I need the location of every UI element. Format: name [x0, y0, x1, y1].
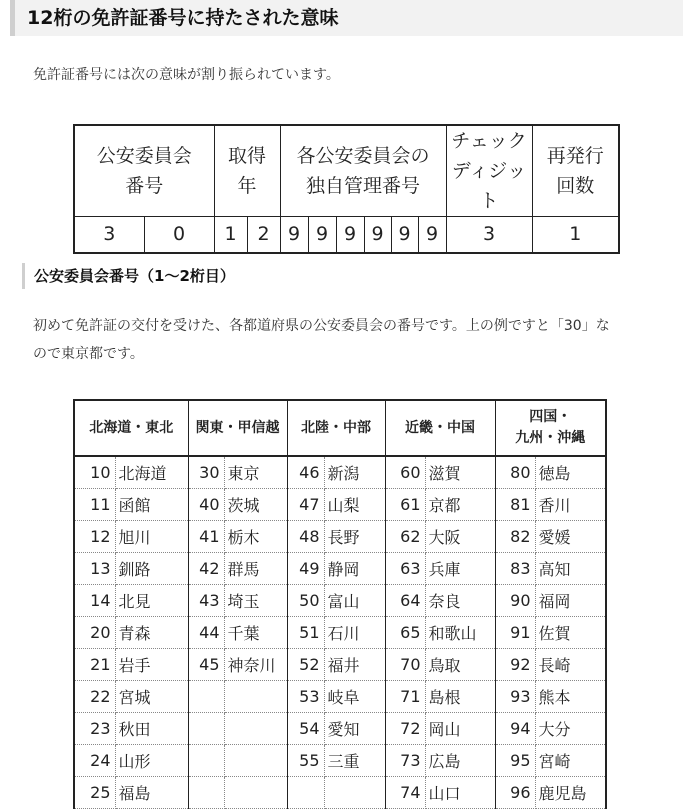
prefecture-code: 95 [495, 744, 535, 776]
digit-cell: 9 [308, 217, 336, 253]
prefecture-code: 21 [74, 648, 115, 680]
prefecture-name: 富山 [324, 584, 385, 616]
prefecture-name: 徳島 [535, 456, 606, 488]
table-row [74, 744, 606, 776]
prefecture-name: 山梨 [324, 488, 385, 520]
region-header-hokuriku-chubu: 北陸・中部 [287, 400, 385, 456]
prefecture-code: 51 [287, 616, 324, 648]
digit-cell: 1 [532, 217, 619, 253]
license-number-table [73, 124, 620, 254]
prefecture-name: 島根 [425, 680, 495, 712]
prefecture-code [188, 680, 224, 712]
prefecture-name: 秋田 [115, 712, 188, 744]
prefecture-code: 74 [385, 776, 425, 808]
description-line-1: 初めて免許証の交付を受けた、各都道府県の公安委員会の番号です。上の例ですと「30」な [33, 318, 610, 334]
prefecture-code: 90 [495, 584, 535, 616]
prefecture-name: 長崎 [535, 648, 606, 680]
prefecture-code: 14 [74, 584, 115, 616]
prefecture-name: 宮城 [115, 680, 188, 712]
table-row [74, 520, 606, 552]
table-row [74, 712, 606, 744]
prefecture-code: 46 [287, 456, 324, 488]
prefecture-code: 23 [74, 712, 115, 744]
intro-text: 免許証番号には次の意味が割り振られています。 [33, 67, 340, 83]
prefecture-code: 11 [74, 488, 115, 520]
prefecture-code: 54 [287, 712, 324, 744]
prefecture-name: 青森 [115, 616, 188, 648]
prefecture-name: 京都 [425, 488, 495, 520]
prefecture-code [188, 712, 224, 744]
header-acquired-year: 取得 年 [214, 125, 280, 217]
prefecture-name: 福井 [324, 648, 385, 680]
header-check-digit: チェック ディジット [446, 125, 532, 217]
table-row [74, 776, 606, 808]
prefecture-name: 釧路 [115, 552, 188, 584]
prefecture-name: 長野 [324, 520, 385, 552]
prefecture-name: 新潟 [324, 456, 385, 488]
prefecture-name: 福岡 [535, 584, 606, 616]
table-row [74, 456, 606, 488]
digit-cell: 2 [247, 217, 280, 253]
prefecture-name: 旭川 [115, 520, 188, 552]
prefecture-code: 60 [385, 456, 425, 488]
prefecture-name: 奈良 [425, 584, 495, 616]
prefecture-name: 兵庫 [425, 552, 495, 584]
prefecture-code: 20 [74, 616, 115, 648]
prefecture-code: 42 [188, 552, 224, 584]
prefecture-code: 93 [495, 680, 535, 712]
prefecture-code: 53 [287, 680, 324, 712]
prefecture-code: 40 [188, 488, 224, 520]
prefecture-name: 和歌山 [425, 616, 495, 648]
prefecture-code: 45 [188, 648, 224, 680]
prefecture-code: 55 [287, 744, 324, 776]
prefecture-name: 神奈川 [224, 648, 287, 680]
prefecture-code: 47 [287, 488, 324, 520]
subheading: 公安委員会番号（1〜2桁目） [22, 263, 235, 289]
prefecture-code: 12 [74, 520, 115, 552]
prefecture-name: 栃木 [224, 520, 287, 552]
table-row [74, 552, 606, 584]
prefecture-code: 52 [287, 648, 324, 680]
region-header-shikoku-kyushu-okinawa: 四国・ 九州・沖縄 [495, 400, 606, 456]
digit-cell: 9 [364, 217, 391, 253]
prefecture-name: 宮崎 [535, 744, 606, 776]
prefecture-name: 岩手 [115, 648, 188, 680]
prefecture-name [224, 776, 287, 808]
prefecture-code: 91 [495, 616, 535, 648]
prefecture-name: 大分 [535, 712, 606, 744]
prefecture-code: 94 [495, 712, 535, 744]
prefecture-code: 81 [495, 488, 535, 520]
prefecture-name [224, 744, 287, 776]
prefecture-name: 鳥取 [425, 648, 495, 680]
prefecture-code: 44 [188, 616, 224, 648]
table-row [74, 680, 606, 712]
license-digit-row [74, 217, 619, 253]
prefecture-code [188, 744, 224, 776]
prefecture-code: 25 [74, 776, 115, 808]
table-row [74, 648, 606, 680]
prefecture-code: 65 [385, 616, 425, 648]
prefecture-code: 22 [74, 680, 115, 712]
prefecture-code: 50 [287, 584, 324, 616]
prefecture-name: 香川 [535, 488, 606, 520]
prefecture-code: 73 [385, 744, 425, 776]
prefecture-name: 熊本 [535, 680, 606, 712]
digit-cell: 9 [336, 217, 364, 253]
license-header-row [74, 125, 619, 217]
prefecture-code: 30 [188, 456, 224, 488]
prefecture-name: 東京 [224, 456, 287, 488]
prefecture-name: 愛媛 [535, 520, 606, 552]
prefecture-code: 61 [385, 488, 425, 520]
prefecture-header-row [74, 400, 606, 456]
digit-cell: 9 [418, 217, 446, 253]
prefecture-code: 96 [495, 776, 535, 808]
prefecture-name: 高知 [535, 552, 606, 584]
prefecture-code [188, 776, 224, 808]
prefecture-code: 70 [385, 648, 425, 680]
prefecture-name: 滋賀 [425, 456, 495, 488]
header-management-number: 各公安委員会の 独自管理番号 [280, 125, 446, 217]
prefecture-code [287, 776, 324, 808]
prefecture-name: 大阪 [425, 520, 495, 552]
prefecture-name [324, 776, 385, 808]
prefecture-code: 71 [385, 680, 425, 712]
prefecture-code: 10 [74, 456, 115, 488]
prefecture-name: 山形 [115, 744, 188, 776]
header-reissue-count: 再発行 回数 [532, 125, 619, 217]
prefecture-code: 24 [74, 744, 115, 776]
prefecture-name: 愛知 [324, 712, 385, 744]
prefecture-name: 北海道 [115, 456, 188, 488]
prefecture-code: 83 [495, 552, 535, 584]
prefecture-name: 北見 [115, 584, 188, 616]
prefecture-name [224, 680, 287, 712]
prefecture-code: 13 [74, 552, 115, 584]
prefecture-name: 千葉 [224, 616, 287, 648]
prefecture-name: 函館 [115, 488, 188, 520]
prefecture-name [224, 712, 287, 744]
table-row [74, 584, 606, 616]
prefecture-code: 82 [495, 520, 535, 552]
prefecture-code-table [73, 399, 607, 809]
prefecture-name: 広島 [425, 744, 495, 776]
prefecture-name: 群馬 [224, 552, 287, 584]
description-line-2: ので東京都です。 [33, 346, 144, 362]
prefecture-name: 静岡 [324, 552, 385, 584]
prefecture-code: 43 [188, 584, 224, 616]
prefecture-name: 鹿児島 [535, 776, 606, 808]
prefecture-name: 岐阜 [324, 680, 385, 712]
digit-cell: 3 [446, 217, 532, 253]
prefecture-name: 福島 [115, 776, 188, 808]
digit-cell: 9 [391, 217, 418, 253]
prefecture-code: 41 [188, 520, 224, 552]
prefecture-code: 62 [385, 520, 425, 552]
prefecture-code: 63 [385, 552, 425, 584]
prefecture-code: 92 [495, 648, 535, 680]
prefecture-code: 64 [385, 584, 425, 616]
prefecture-code: 72 [385, 712, 425, 744]
digit-cell: 3 [74, 217, 144, 253]
prefecture-name: 石川 [324, 616, 385, 648]
region-header-kanto-koshinetsu: 関東・甲信越 [188, 400, 287, 456]
digit-cell: 9 [280, 217, 308, 253]
prefecture-name: 茨城 [224, 488, 287, 520]
prefecture-code: 80 [495, 456, 535, 488]
prefecture-name: 佐賀 [535, 616, 606, 648]
table-row [74, 616, 606, 648]
region-header-hokkaido-tohoku: 北海道・東北 [74, 400, 188, 456]
table-row [74, 488, 606, 520]
prefecture-name: 岡山 [425, 712, 495, 744]
prefecture-code: 48 [287, 520, 324, 552]
digit-cell: 1 [214, 217, 247, 253]
digit-cell: 0 [144, 217, 214, 253]
region-header-kinki-chugoku: 近畿・中国 [385, 400, 495, 456]
prefecture-code: 49 [287, 552, 324, 584]
page-heading: 12桁の免許証番号に持たされた意味 [10, 0, 683, 36]
header-commission-number: 公安委員会 番号 [74, 125, 214, 217]
prefecture-name: 埼玉 [224, 584, 287, 616]
prefecture-name: 山口 [425, 776, 495, 808]
prefecture-name: 三重 [324, 744, 385, 776]
